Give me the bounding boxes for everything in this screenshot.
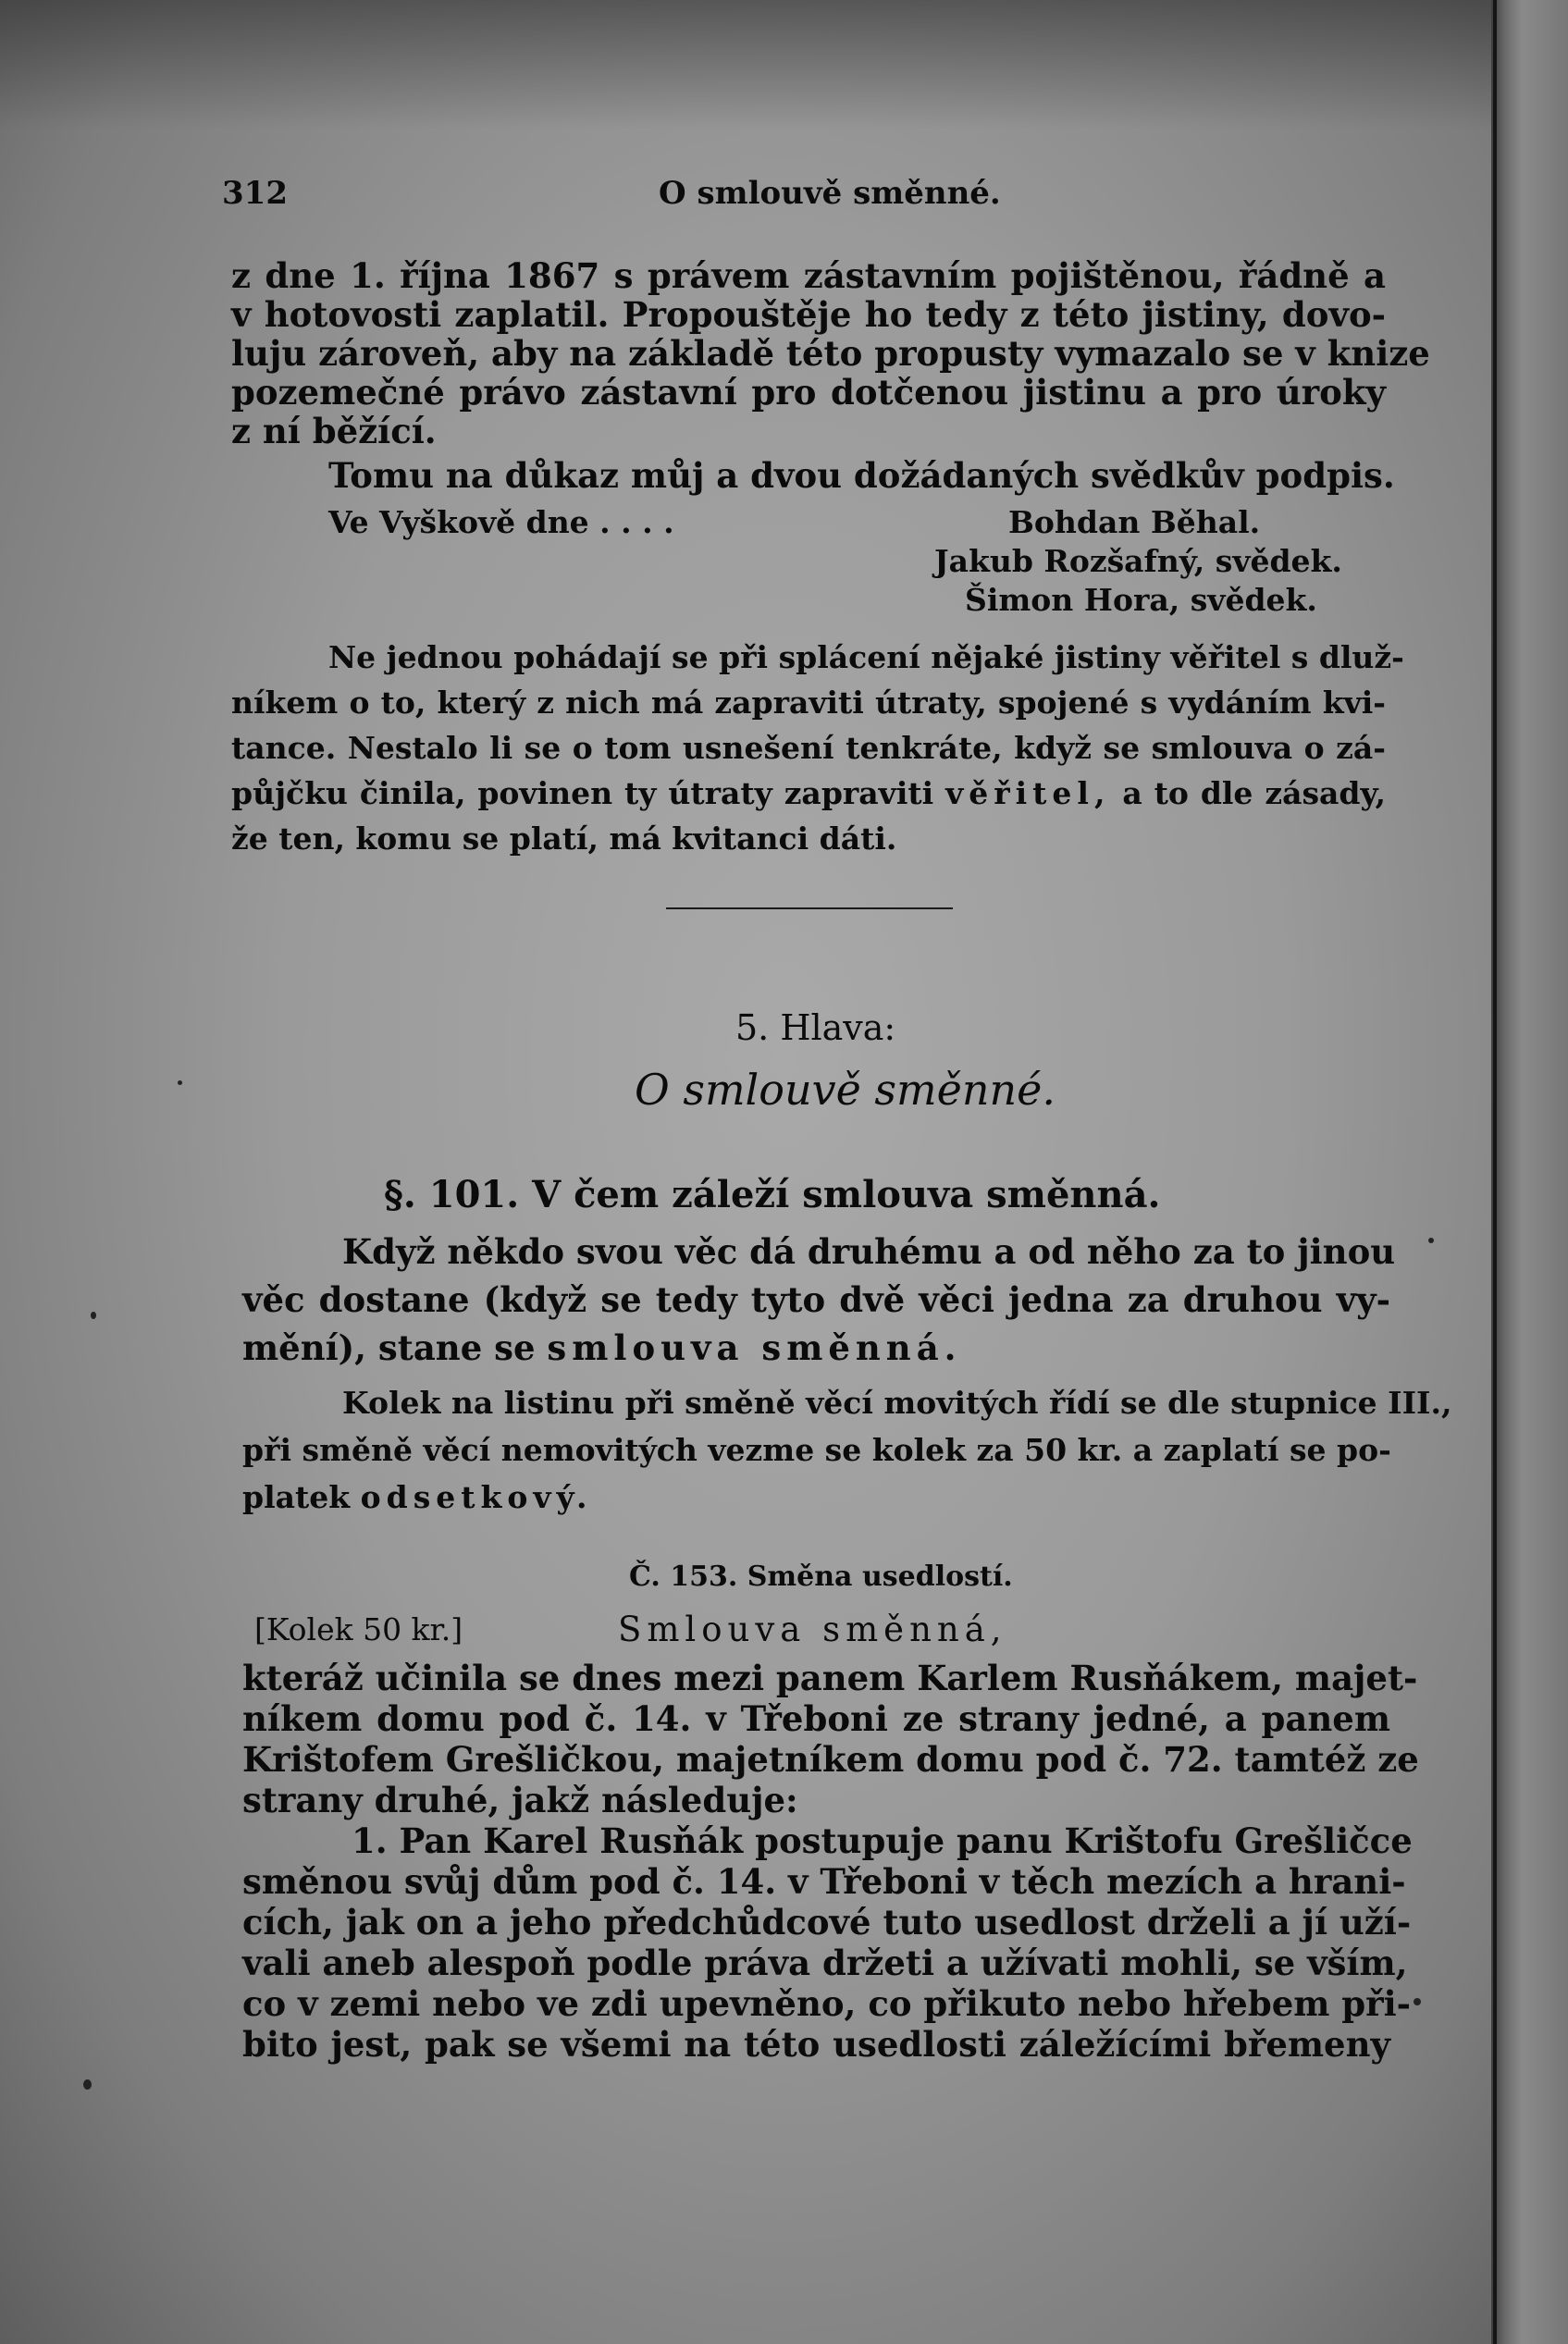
text-line: že ten, komu se platí, má kvitanci dáti. — [231, 820, 897, 857]
text-line: vali aneb alespoň podle práva držeti a užívati mohli, se vším, — [242, 1943, 1408, 1983]
text-line: kteráž učinila se dnes mezi panem Karlem Rusňákem, majet- — [242, 1658, 1418, 1698]
chapter-title: O smlouvě směnné. — [635, 1065, 1056, 1115]
text-line: cích, jak on a jeho předchůdcové tuto usedlost drželi a jí uží- — [242, 1902, 1412, 1943]
running-title: O smlouvě směnné. — [659, 175, 1001, 212]
text-line: Kolek na listinu při směně věcí movitých řídí se dle stupnice III., — [342, 1385, 1452, 1421]
chapter-number: 5. Hlava: — [735, 1007, 896, 1048]
text-line: při směně věcí nemovitých vezme se kolek za 50 kr. a zaplatí se po- — [242, 1432, 1391, 1468]
text-run: půjčku činila, povinen ty útraty zapraviti — [231, 775, 934, 811]
text-run: mění), stane se — [242, 1327, 536, 1368]
page-number: 312 — [222, 175, 288, 212]
text-line: věc dostane (když se tedy tyto dvě věci jedna za druhou vy- — [242, 1279, 1390, 1320]
text-line: níkem domu pod č. 14. v Třeboni ze strany jedné, a panem — [242, 1698, 1390, 1739]
text-line: strany druhé, jakž následuje: — [242, 1780, 798, 1820]
place-date: Ve Vyškově dne . . . . — [328, 504, 674, 540]
emphasized-term: věřitel, — [945, 775, 1111, 811]
stamp-note: [Kolek 50 kr.] — [254, 1611, 463, 1647]
section-divider — [666, 907, 953, 909]
form-heading: Č. 153. Směna usedlostí. — [629, 1561, 1013, 1593]
document-title: Smlouva směnná, — [618, 1610, 1007, 1649]
emphasized-term: odsetkový. — [360, 1479, 593, 1515]
emphasized-term: smlouva směnná. — [547, 1327, 962, 1368]
witness-signature: Jakub Rozšafný, svědek. — [934, 543, 1342, 579]
text-line-with-emphasis — [231, 775, 1386, 811]
text-line: směnou svůj dům pod č. 14. v Třeboni v těch mezích a hrani- — [242, 1861, 1406, 1902]
text-line: z dne 1. října 1867 s právem zástavním pojištěnou, řádně a — [231, 255, 1386, 296]
text-line-with-emphasis — [242, 1479, 593, 1515]
text-run: platek — [242, 1479, 351, 1515]
text-line: Ne jednou pohádají se při splácení nějaké jistiny věřitel s dluž- — [328, 639, 1404, 675]
facing-page-edge — [1491, 0, 1568, 2344]
witness-signature: Šimon Hora, svědek. — [965, 582, 1317, 618]
text-line: z ní běžící. — [231, 411, 437, 451]
text-line: Krištofem Grešličkou, majetníkem domu pod č. 72. tamtéž ze — [242, 1739, 1419, 1780]
text-line: co v zemi nebo ve zdi upevněno, co přikuto nebo hřebem při- — [242, 1983, 1412, 2024]
text-line-with-emphasis — [242, 1327, 962, 1368]
witness-line: Tomu na důkaz můj a dvou dožádaných svědkův podpis. — [328, 455, 1395, 496]
text-line: v hotovosti zaplatil. Propouštěje ho tedy z této jistiny, dovo- — [231, 294, 1386, 335]
text-run: a to dle zásady, — [1122, 775, 1386, 811]
signer-name: Bohdan Běhal. — [1008, 504, 1261, 540]
text-line: pozemečné právo zástavní pro dotčenou jistinu a pro úroky — [231, 372, 1386, 413]
section-heading: §. 101. V čem záleží smlouva směnná. — [384, 1173, 1161, 1216]
text-line: níkem o to, který z nich má zapraviti útraty, spojené s vydáním kvi- — [231, 685, 1386, 721]
text-line: luju zároveň, aby na základě této propusty vymazalo se v knize — [231, 333, 1430, 374]
text-line: 1. Pan Karel Rusňák postupuje panu Krištofu Grešličce — [352, 1820, 1413, 1861]
text-line: Když někdo svou věc dá druhému a od něho za to jinou — [342, 1231, 1396, 1272]
text-line: bito jest, pak se všemi na této usedlosti záležícími břemeny — [242, 2024, 1390, 2065]
text-line: tance. Nestalo li se o tom usnešení tenkráte, když se smlouva o zá- — [231, 730, 1386, 766]
book-spine-line — [1493, 0, 1497, 2344]
